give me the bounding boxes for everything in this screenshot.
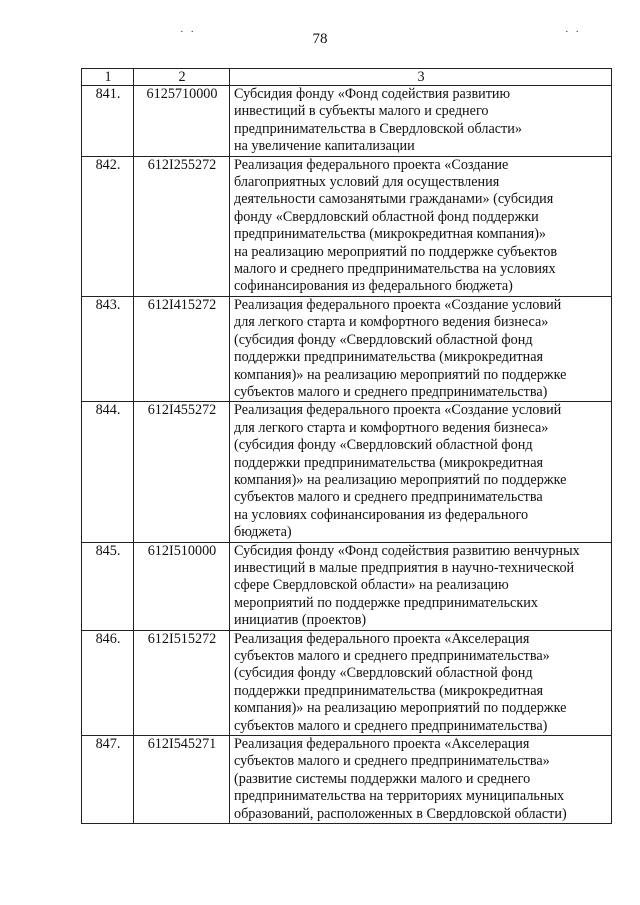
description-line: на увеличение капитализации [234,138,415,155]
description-cell [230,630,612,735]
description-line: Реализация федерального проекта «Создание условий [234,296,562,313]
description-line: поддержки предпринимательства (микрокредитная [234,349,544,366]
description-cell [230,402,612,542]
description-line: благоприятных условий для осуществления [234,174,500,191]
description-cell [230,86,612,157]
description-cell [230,736,612,824]
target-code-cell: 612I515272 [134,630,230,735]
description-line: (развитие системы поддержки малого и среднего [234,770,531,787]
table-row [82,630,612,735]
row-number-cell: 843. [82,296,134,401]
table-row [82,296,612,401]
table-row [82,86,612,157]
description-line: компания)» на реализацию мероприятий по поддержке [234,471,567,488]
column-header-2: 2 [134,69,230,86]
description-line: Субсидия фонду «Фонд содействия развитию венчурных [234,542,580,559]
target-code-cell: 6125710000 [134,86,230,157]
description-line: мероприятий по поддержке предпринимательских [234,594,538,611]
description-line: малого и среднего предпринимательства на условиях [234,261,556,278]
table-header-row [82,69,612,86]
row-number-cell: 847. [82,736,134,824]
description-line: на условиях софинансирования из федерального [234,506,529,523]
table-body [82,69,612,824]
description-line: (субсидия фонду «Свердловский областной фонд [234,665,533,682]
description-line: деятельности самозанятыми гражданами» (субсидия [234,191,554,208]
table-row [82,542,612,630]
row-number-cell: 846. [82,630,134,735]
description-line: инвестиций в субъекты малого и среднего [234,103,489,120]
description-line: субъектов малого и среднего предпринимательства) [234,717,548,734]
target-code-cell: 612I455272 [134,402,230,542]
description-line: фонду «Свердловский областной фонд поддержки [234,208,539,225]
row-number-cell: 844. [82,402,134,542]
target-code-cell: 612I255272 [134,156,230,296]
description-line: компания)» на реализацию мероприятий по поддержке [234,700,567,717]
table-row [82,402,612,542]
target-code-cell: 612I545271 [134,736,230,824]
target-code-cell: 612I415272 [134,296,230,401]
description-line: субъектов малого и среднего предпринимательства» [234,753,550,770]
description-line: образований, расположенных в Свердловской области) [234,805,567,822]
row-number-cell: 842. [82,156,134,296]
description-line: (субсидия фонду «Свердловский областной фонд [234,437,533,454]
description-line: бюджета) [234,524,292,541]
description-line: поддержки предпринимательства (микрокредитная [234,682,544,699]
description-line: для легкого старта и комфортного ведения бизнеса» [234,314,549,331]
description-line: субъектов малого и среднего предпринимательства [234,489,543,506]
description-line: Реализация федерального проекта «Создание [234,156,509,173]
description-line: (субсидия фонду «Свердловский областной фонд [234,331,533,348]
description-line: предпринимательства в Свердловской области» [234,120,522,137]
scan-mark-right: · · [565,26,582,38]
description-line: Субсидия фонду «Фонд содействия развитию [234,86,511,102]
page-number: 78 [312,31,328,47]
table-row [82,736,612,824]
description-line: компания)» на реализацию мероприятий по поддержке [234,366,567,383]
description-line: предпринимательства на территориях муниципальных [234,788,565,805]
description-line: на реализацию мероприятий по поддержке субъектов [234,243,558,260]
description-line: Реализация федерального проекта «Акселерация [234,630,530,647]
column-header-1: 1 [82,69,134,86]
description-line: инициатив (проектов) [234,612,367,629]
description-cell [230,156,612,296]
description-line: сфере Свердловской области» на реализацию [234,577,509,594]
description-line: для легкого старта и комфортного ведения бизнеса» [234,419,549,436]
row-number-cell: 841. [82,86,134,157]
description-line: предпринимательства (микрокредитная компания)» [234,226,547,243]
scan-mark-left: · · [180,26,197,38]
description-line: Реализация федерального проекта «Акселерация [234,736,530,753]
table-row [82,156,612,296]
budget-classification-table [81,68,612,824]
row-number-cell: 845. [82,542,134,630]
description-line: инвестиций в малые предприятия в научно-технической [234,559,575,576]
description-line: субъектов малого и среднего предпринимательства» [234,648,550,664]
description-cell [230,296,612,401]
description-line: субъектов малого и среднего предпринимательства) [234,383,548,400]
description-line: софинансирования из федерального бюджета) [234,278,513,295]
target-code-cell: 612I510000 [134,542,230,630]
description-cell [230,542,612,630]
description-line: поддержки предпринимательства (микрокредитная [234,454,544,471]
column-header-3: 3 [230,69,612,86]
description-line: Реализация федерального проекта «Создание условий [234,402,562,419]
